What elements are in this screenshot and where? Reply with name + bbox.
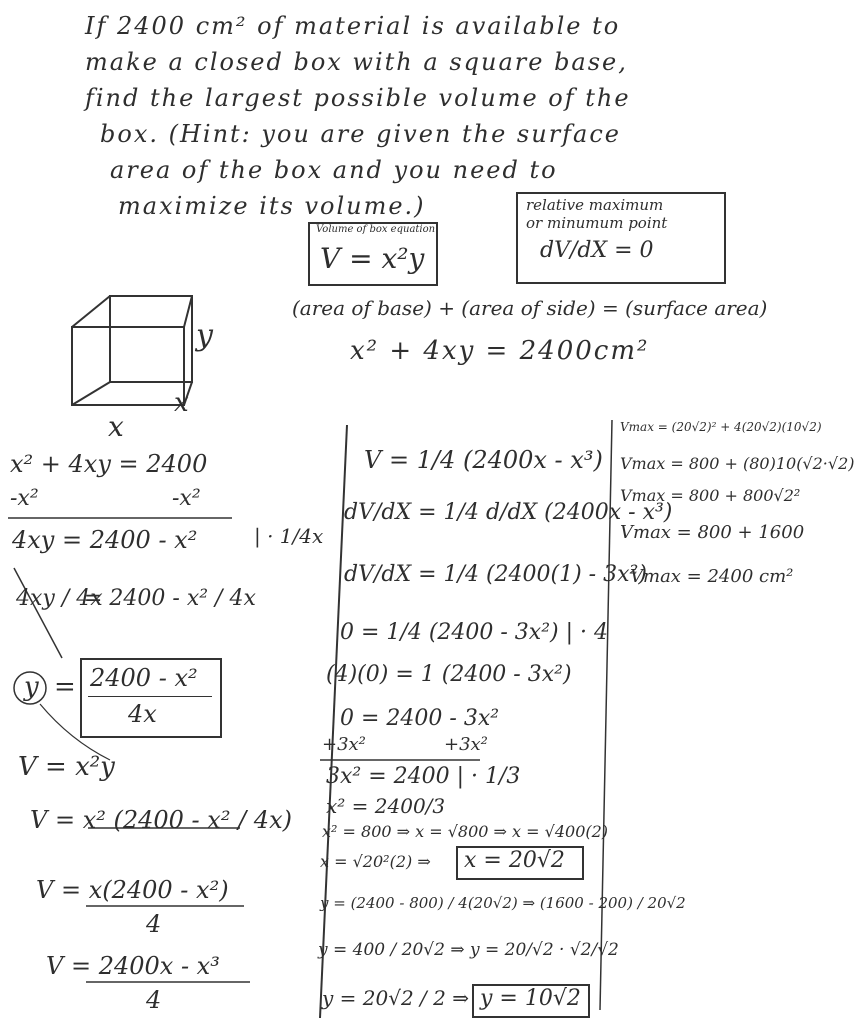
middle-step-9: x² = 2400/3	[326, 794, 446, 818]
problem-line-3: find the largest possible volume of the	[85, 84, 631, 112]
middle-step-13: y = 400 / 20√2 ⇒ y = 20/√2 · √2/√2	[318, 940, 619, 960]
left-step-6: V = x²y	[18, 752, 115, 782]
problem-line-4: box. (Hint: you are given the surface	[100, 120, 621, 148]
left-step-8-denominator: 4	[146, 910, 162, 938]
left-step-9-numerator: V = 2400x - x³	[46, 952, 220, 980]
left-step-2-right: -x²	[172, 486, 201, 511]
problem-line-5: area of the box and you need to	[110, 156, 558, 184]
middle-step-7-left: +3x²	[322, 734, 366, 755]
x-answer: x = 20√2	[464, 848, 565, 873]
right-step-2: Vmax = 800 + (80)10(√2·√2)	[620, 454, 855, 473]
left-step-2-left: -x²	[10, 486, 39, 511]
middle-step-1: V = 1/4 (2400x - x³)	[364, 446, 603, 474]
middle-step-12: y = (2400 - 800) / 4(20√2) ⇒ (1600 - 200) / 20√2	[320, 894, 686, 912]
cube-label-x-right: x	[174, 388, 189, 418]
critical-caption-2: or minumum point	[526, 214, 668, 232]
volume-box-caption: Volume of box equation	[316, 224, 436, 235]
middle-step-2: dV/dX = 1/4 d/dX (2400x - x³)	[344, 500, 673, 525]
area-equation-symbols: x² + 4xy = 2400cm²	[350, 336, 650, 366]
cancel-strike	[14, 568, 62, 658]
critical-point-box	[516, 192, 726, 284]
cube-label-x-bottom: x	[108, 410, 124, 443]
middle-step-8: 3x² = 2400 | · 1/3	[326, 764, 521, 789]
left-step-9-denominator: 4	[146, 986, 162, 1014]
left-step-4-left: 4xy / 4x	[16, 586, 103, 611]
y-solution-box	[80, 658, 222, 738]
x-answer-box	[456, 846, 584, 880]
critical-caption-1: relative maximum	[526, 196, 664, 214]
right-step-5: Vmax = 2400 cm²	[630, 566, 794, 587]
middle-step-14: y = 20√2 / 2 ⇒	[322, 986, 469, 1010]
problem-line-2: make a closed box with a square base,	[85, 48, 628, 76]
left-step-7: V = x² (2400 - x² / 4x)	[30, 806, 292, 834]
right-step-3: Vmax = 800 + 800√2²	[620, 486, 801, 505]
right-step-1: Vmax = (20√2)² + 4(20√2)(10√2)	[620, 420, 822, 434]
middle-step-5: (4)(0) = 1 (2400 - 3x²)	[326, 662, 572, 687]
middle-step-11: x = √20²(2) ⇒	[320, 852, 431, 871]
volume-equation-box	[308, 222, 438, 286]
middle-step-6: 0 = 2400 - 3x²	[340, 706, 500, 731]
y-solution-numerator: 2400 - x²	[90, 664, 198, 692]
left-step-1: x² + 4xy = 2400	[10, 450, 208, 478]
y-solution-equals: =	[54, 672, 76, 702]
area-equation-words: (area of base) + (area of side) = (surface area)	[292, 296, 768, 320]
left-step-3: 4xy = 2400 - x²	[12, 526, 198, 554]
middle-step-4: 0 = 1/4 (2400 - 3x²) | · 4	[340, 620, 608, 645]
critical-formula: dV/dX = 0	[540, 238, 654, 263]
y-answer-box	[472, 984, 590, 1018]
cube-label-y: y	[196, 318, 213, 353]
middle-step-7-right: +3x²	[444, 734, 488, 755]
problem-line-1: If 2400 cm² of material is available to	[85, 12, 621, 40]
middle-step-10: x² = 800 ⇒ x = √800 ⇒ x = √400(2)	[322, 822, 609, 841]
left-step-3-multiplier: | · 1/4x	[254, 524, 324, 548]
y-solution-denominator: 4x	[128, 700, 157, 728]
left-step-4-right: = 2400 - x² / 4x	[84, 586, 256, 611]
y-fraction-bar	[88, 696, 212, 697]
left-step-8-numerator: V = x(2400 - x²)	[36, 876, 229, 904]
volume-formula: V = x²y	[320, 242, 425, 275]
middle-step-3: dV/dX = 1/4 (2400(1) - 3x²)	[344, 562, 647, 587]
right-step-4: Vmax = 800 + 1600	[620, 522, 805, 543]
y-solution-variable: y	[24, 672, 39, 702]
problem-line-6: maximize its volume.)	[118, 192, 426, 220]
y-answer: y = 10√2	[480, 986, 581, 1011]
